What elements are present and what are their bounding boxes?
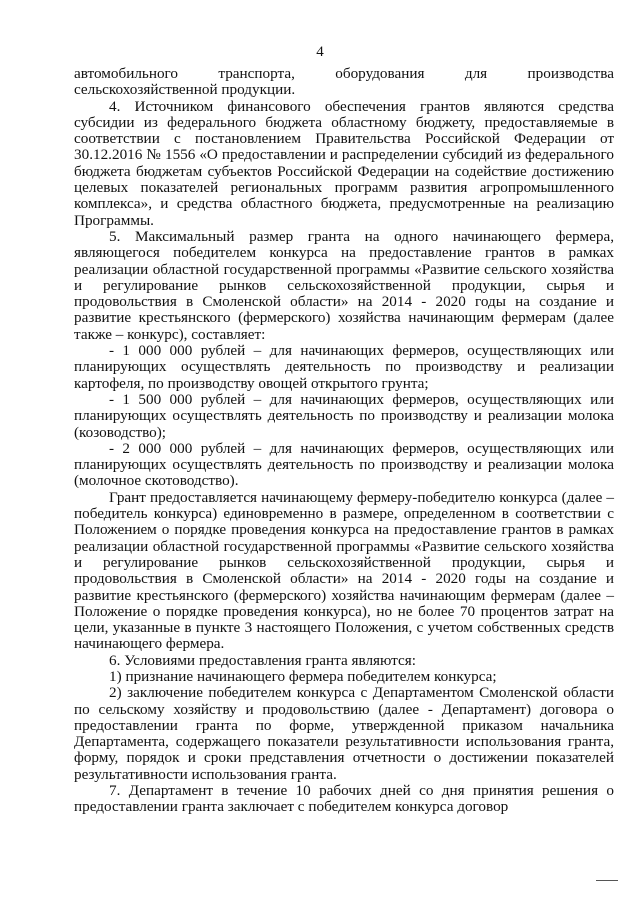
paragraph-6-conditions: 6. Условиями предоставления гранта являются: [109,651,416,669]
page-number: 4 [316,44,324,60]
list-item-grant-2000000: - 2 000 000 рублей – для начинающих фермеров, осуществляющих или планирующих осуществлять деятельность по производству и реализации молока (молочное скотоводство). [74,439,614,490]
paragraph-continuation: автомобильного транспорта, оборудования для производства сельскохозяйственной продукции. [74,65,614,99]
list-item-grant-1000000: - 1 000 000 рублей – для начинающих фермеров, осуществляющих или планирующих осуществлять деятельность по производству и реализации картофеля, по производству овощей открытого грунта; [74,342,614,392]
paragraph-7-department: 7. Департамент в течение 10 рабочих дней со дня принятия решения о предоставлении гранта заключает с победителем конкурса договор [74,782,614,816]
paragraph-5-max-grant-size: 5. Максимальный размер гранта на одного начинающего фермера, являющегося победителем конкурса на предоставление грантов в рамках реализации областной государственной программы «Развитие сельского хозяйства и регулирование рынков сельскохозяйственной продукции, сырья и продовольствия в Смоленской области» на 2014 - 2020 годы на создание и развитие крестьянского (фермерского) хозяйства начинающим фермерам (далее также – конкурс), составляет: [74,227,614,343]
footer-mark [596,880,618,881]
paragraph-4-funding-source: 4. Источником финансового обеспечения грантов являются средства субсидии из федерального бюджета областному бюджету, предоставляемые в соответствии с постановлением Правительства Российской Федерации от 30.12.2016 № 1556 «О предоставлении и распределении субсидий из федерального бюджета бюджетам субъектов Российской Федерации на содействие достижению целевых показателей региональных программ развития агропромышленного комплекса», и средства областного бюджета, предусмотренные на реализацию Программы. [74,97,614,229]
paragraph-grant-provision: Грант предоставляется начинающему фермеру-победителю конкурса (далее – победитель конкурса) единовременно в размере, определенном в соответствии с Положением о порядке проведения конкурса на предоставление грантов в рамках реализации областной государственной программы «Развитие сельского хозяйства и регулирование рынков сельскохозяйственной продукции, сырья и продовольствия в Смоленской области» на 2014 - 2020 годы на создание и развитие крестьянского (фермерского) хозяйства начинающим фермерам (далее – Положение о порядке проведения конкурса), но не более 70 процентов затрат на цели, указанные в пункте 3 настоящего Положения, с учетом собственных средств начинающего фермера. [74,488,614,653]
condition-item-1: 1) признание начинающего фермера победителем конкурса; [109,667,497,685]
list-item-grant-1500000: - 1 500 000 рублей – для начинающих фермеров, осуществляющих или планирующих осуществлять деятельность по производству и реализации молока (козоводство); [74,390,614,441]
condition-item-2: 2) заключение победителем конкурса с Департаментом Смоленской области по сельскому хозяйству и продовольствию (далее - Департамент) договора о предоставлении гранта по форме, утвержденной приказом начальника Департамента, содержащего показатели результативности использования гранта, форму, порядок и сроки представления отчетности о достижении показателей результативности использования гранта. [74,684,614,783]
document-body [74,66,614,816]
